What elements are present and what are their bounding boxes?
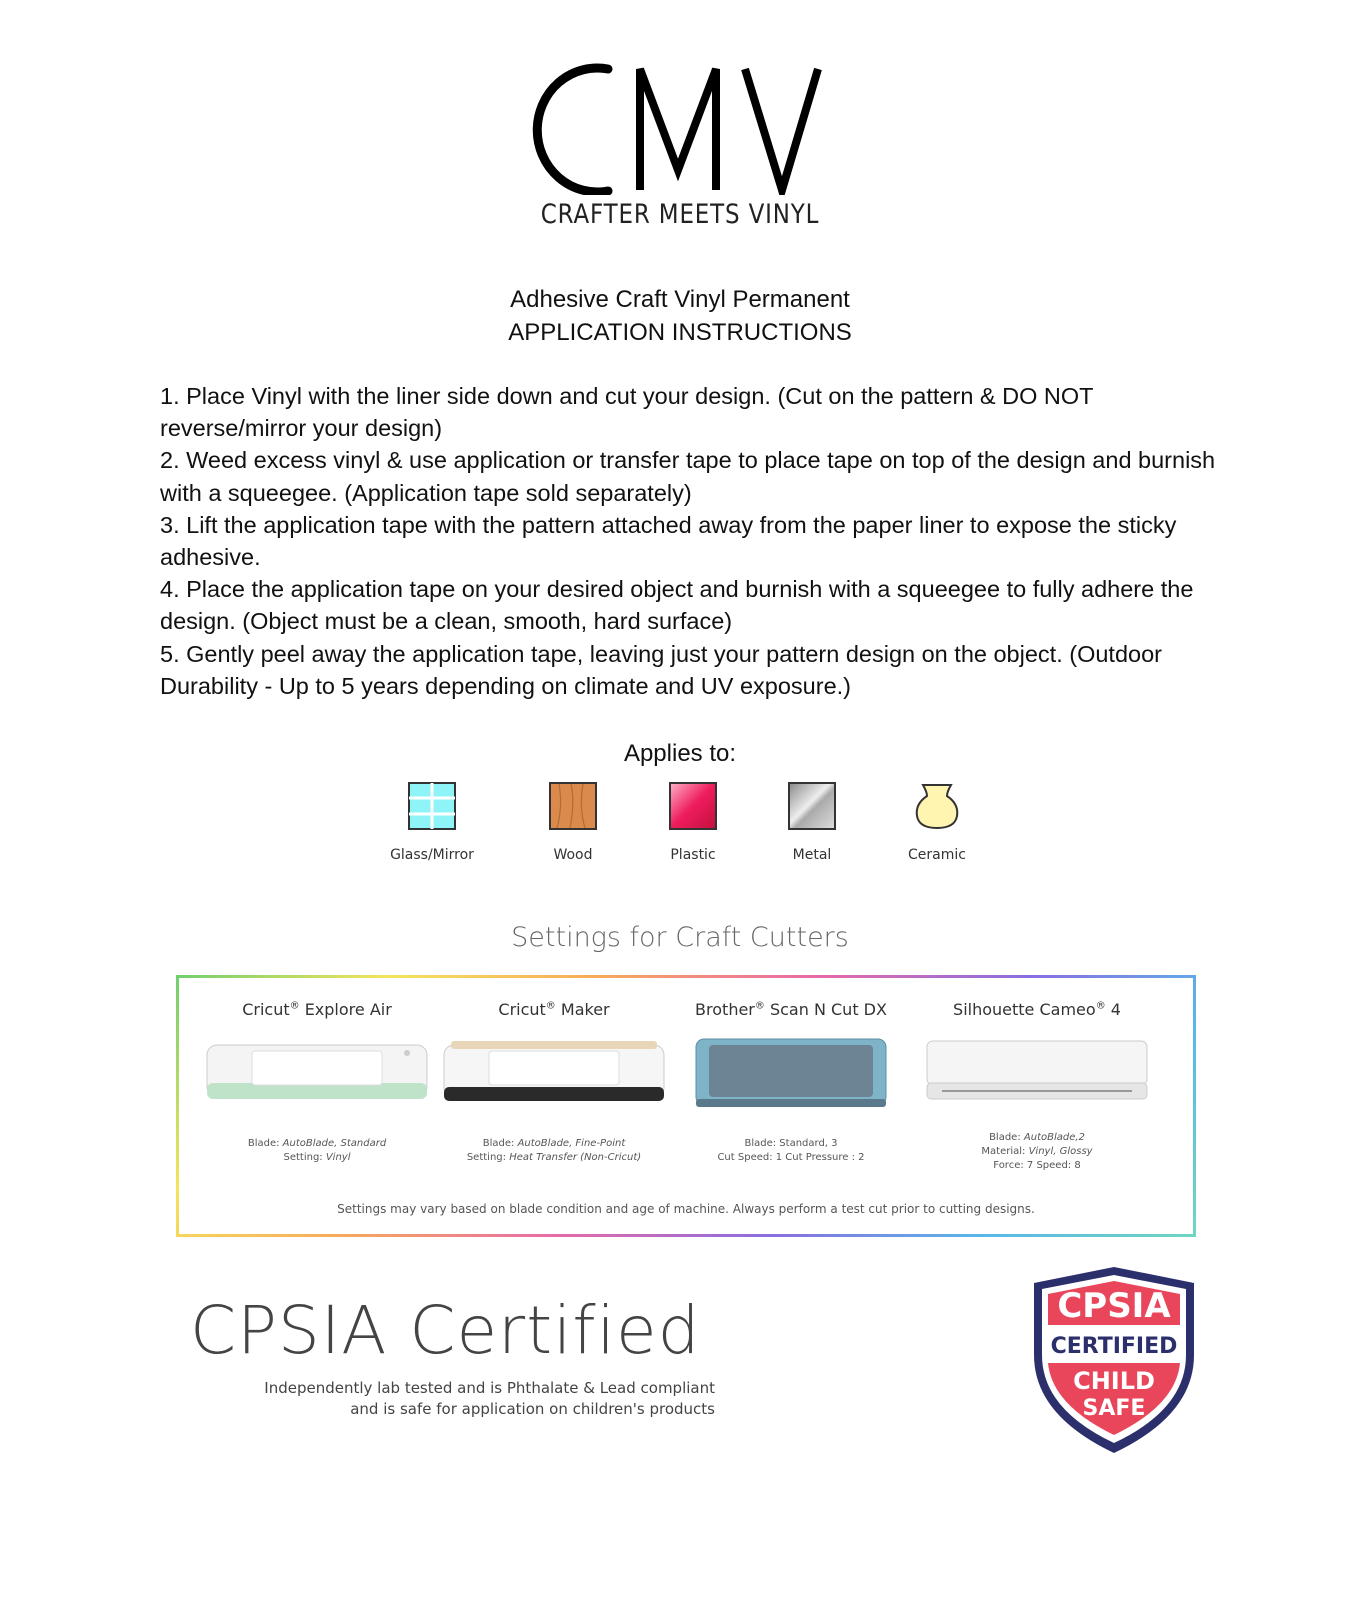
material-label: Wood [553, 847, 593, 863]
cpsia-heading: CPSIA Certified [190, 1292, 701, 1369]
title-line-1: Adhesive Craft Vinyl Permanent [510, 286, 850, 313]
step-4: 4. Place the application tape on your desired object and burnish with a squeegee to fully adhere the design. (Object must be a clean, smooth, hard surface) [160, 576, 1194, 635]
instruction-steps [160, 380, 1230, 702]
wood-icon [549, 782, 597, 830]
badge-text-cpsia: CPSIA [1057, 1286, 1171, 1326]
cutter-name: Cricut® Maker [498, 1000, 610, 1019]
material-plastic [633, 782, 753, 863]
ceramic-vase-icon [913, 782, 961, 830]
metal-icon [788, 782, 836, 830]
cutter-notes: Blade: AutoBlade, Fine-Point Setting: Heat Transfer (Non-Cricut) [466, 1138, 642, 1163]
cutter-cricut-explore-air [197, 978, 437, 1165]
title-line-2: APPLICATION INSTRUCTIONS [508, 319, 852, 346]
step-3: 3. Lift the application tape with the pattern attached away from the paper liner to expose the sticky adhesive. [160, 511, 1177, 571]
material-glass-mirror [372, 782, 492, 863]
cutter-notes: Blade: AutoBlade, Standard Setting: Vinyl [247, 1138, 387, 1163]
cutter-brother-scan-n-cut-dx [671, 978, 911, 1165]
material-list [0, 782, 1360, 862]
cutter-name: Brother® Scan N Cut DX [695, 1000, 887, 1019]
settings-heading: Settings for Craft Cutters [511, 922, 849, 953]
badge-text-safe: SAFE [1082, 1396, 1146, 1421]
material-ceramic [877, 782, 997, 863]
cpsia-certified-shield-icon [1030, 1265, 1198, 1455]
brother-scan-n-cut-machine-image [671, 1037, 911, 1119]
cutter-notes: Blade: Standard, 3 Cut Speed: 1 Cut Pressure : 2 [717, 1138, 865, 1163]
document-title [0, 283, 1360, 349]
material-label: Plastic [670, 847, 716, 863]
step-5: 5. Gently peel away the application tape, leaving just your pattern design on the object. (Outdoor Durability - Up to 5 years depending on climate and UV exposure.) [160, 640, 1162, 699]
cutter-name: Silhouette Cameo® 4 [953, 1000, 1121, 1019]
cpsia-description: Independently lab tested and is Phthalate & Lead compliant and is safe for application on children's products [264, 1379, 715, 1418]
settings-disclaimer: Settings may vary based on blade condition and age of machine. Always perform a test cut prior to cutting designs. [337, 1202, 1035, 1216]
material-metal [752, 782, 872, 863]
cutter-cricut-maker [434, 978, 674, 1165]
cutter-settings-panel [176, 975, 1196, 1237]
brand-logo [0, 55, 1360, 230]
badge-text-child: CHILD [1073, 1367, 1155, 1395]
cutter-notes: Blade: AutoBlade,2 Material: Vinyl, Glossy Force: 7 Speed: 8 [981, 1132, 1093, 1171]
material-label: Ceramic [908, 847, 966, 863]
cutter-name: Cricut® Explore Air [242, 1000, 392, 1019]
brand-subtitle: CRAFTER MEETS VINYL [540, 199, 820, 230]
glass-mirror-icon [408, 782, 456, 830]
cutter-silhouette-cameo-4 [917, 978, 1157, 1173]
step-2: 2. Weed excess vinyl & use application or transfer tape to place tape on top of the design and burnish with a squeegee. (Application tape sold separately) [160, 447, 1216, 506]
material-label: Metal [792, 847, 832, 863]
cricut-explore-air-machine-image [197, 1037, 437, 1119]
silhouette-cameo-machine-image [917, 1037, 1157, 1119]
cricut-maker-machine-image [434, 1037, 674, 1119]
step-1: 1. Place Vinyl with the liner side down and cut your design. (Cut on the pattern & DO NOT reverse/mirror your design) [160, 383, 1094, 442]
material-label: Glass/Mirror [390, 847, 474, 863]
material-wood [513, 782, 633, 863]
cmv-logo-mark [530, 55, 830, 195]
applies-to-heading: Applies to: [623, 740, 737, 767]
badge-text-certified: CERTIFIED [1050, 1334, 1178, 1359]
plastic-icon [669, 782, 717, 830]
